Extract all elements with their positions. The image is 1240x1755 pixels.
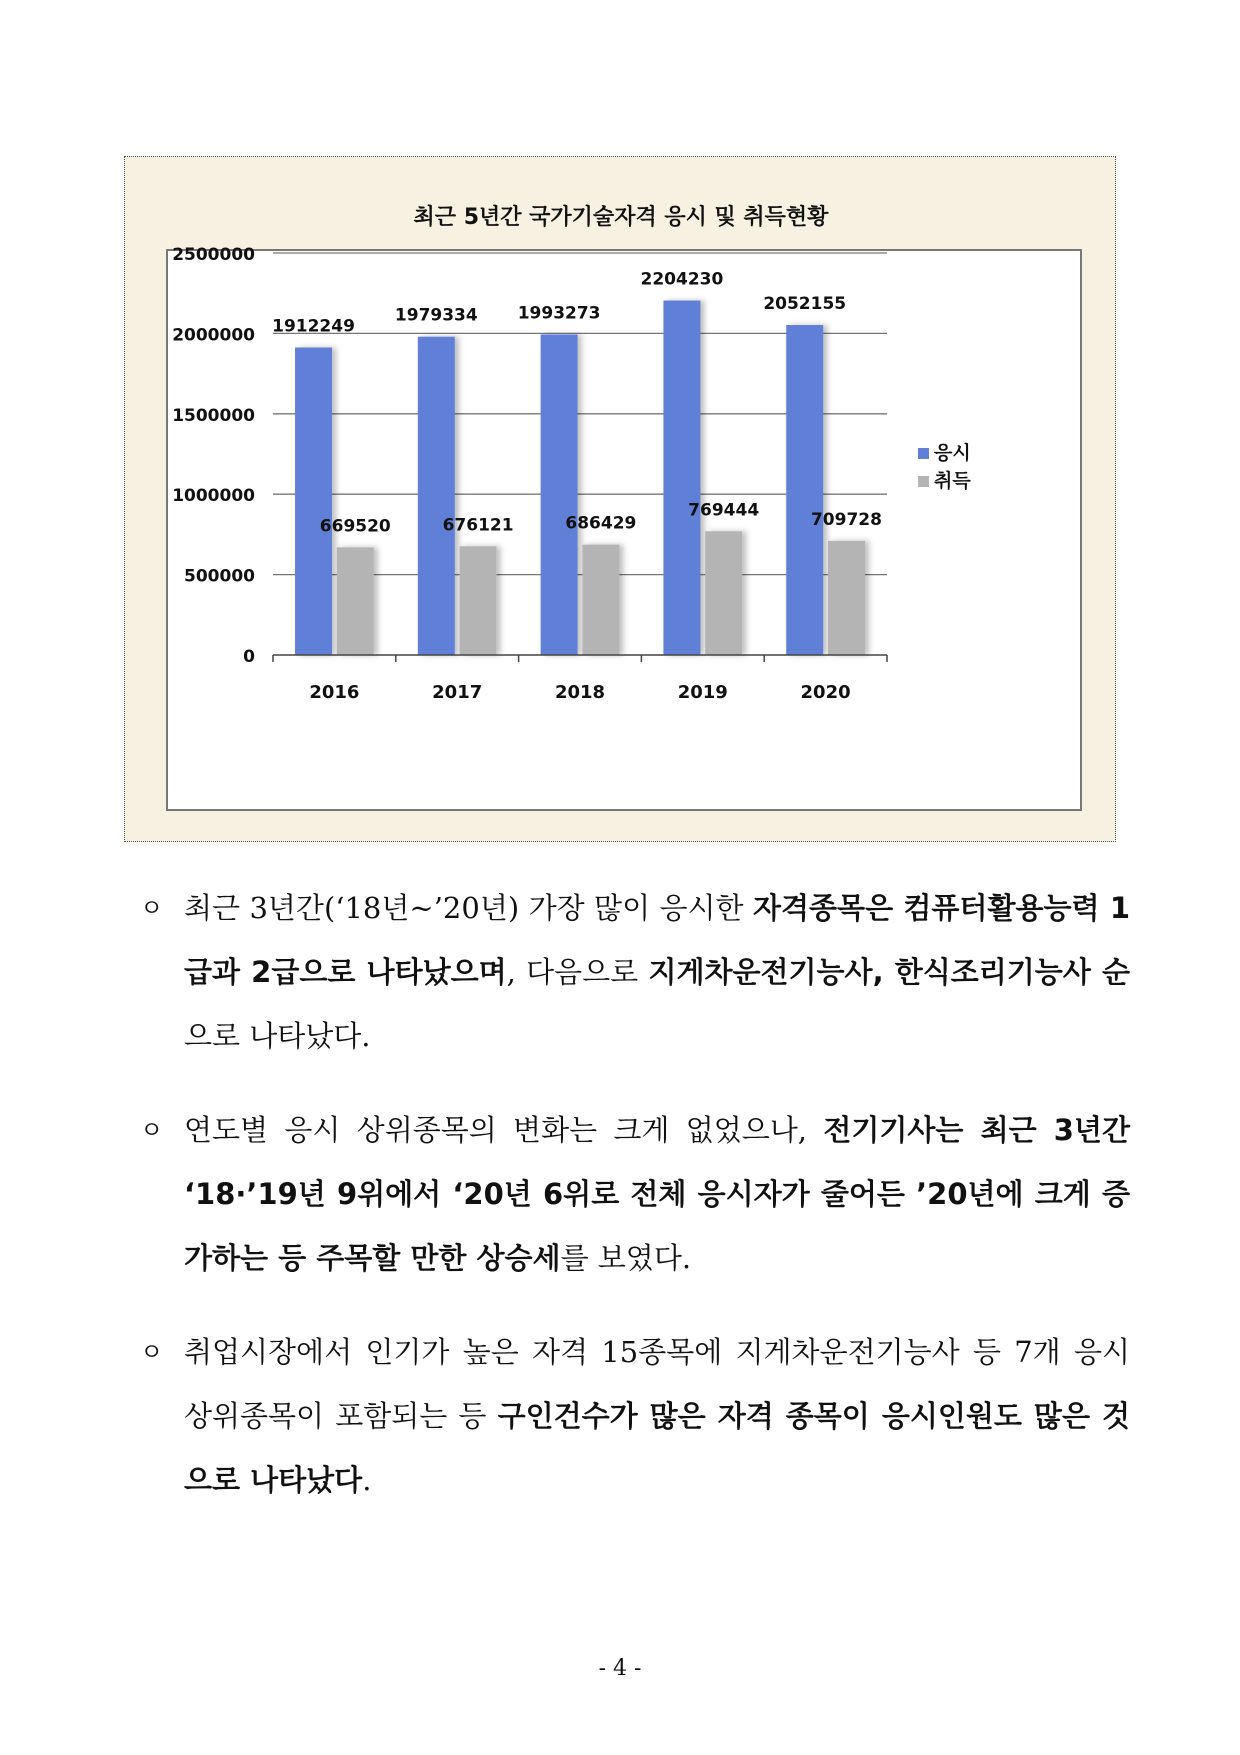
chart-frame [124, 156, 1116, 842]
bar-applicants-2017 [418, 337, 455, 655]
bullet-list [140, 876, 1130, 1542]
y-tick-label: 2000000 [172, 325, 255, 346]
bullet-paragraph [140, 1098, 1130, 1290]
x-tick-label: 2016 [309, 682, 360, 703]
text-run: 취업시장에서 인기가 높은 자격 15종목에 지게차운전기능사 등 7개 응시 상위종목이 포함되는 등 [184, 1335, 1130, 1433]
bar-applicants-2020 [786, 325, 823, 655]
bar-applicants-2016 [295, 348, 332, 655]
data-label: 2052155 [763, 294, 847, 315]
text-run: , 다음으로 [506, 955, 649, 989]
data-label: 669520 [319, 516, 391, 537]
data-label: 769444 [688, 500, 760, 521]
data-label: 1912249 [272, 316, 355, 337]
data-label: 709728 [810, 509, 882, 530]
x-tick-label: 2020 [800, 682, 851, 703]
bullet-mark: ㅇ [140, 894, 164, 922]
bullet-mark: ㅇ [140, 1338, 164, 1366]
bullet-paragraph [140, 876, 1130, 1068]
text-run: 으로 나타났다. [184, 1019, 371, 1053]
data-label: 1993273 [517, 303, 601, 324]
text-run: . [362, 1463, 372, 1497]
bar-applicants-2019 [663, 301, 700, 655]
chart-title: 최근 5년간 국가기술자격 응시 및 취득현황 [413, 205, 829, 230]
bar-acquired-2017 [460, 546, 497, 655]
data-label: 686429 [565, 513, 637, 534]
bar-chart [125, 157, 1117, 843]
bar-acquired-2019 [705, 531, 742, 655]
bar-acquired-2016 [337, 547, 374, 655]
bar-acquired-2018 [582, 545, 619, 655]
y-tick-label: 0 [243, 647, 255, 667]
x-tick-label: 2018 [554, 682, 606, 703]
legend-label: 응시 [934, 442, 971, 464]
bullet-mark: ㅇ [140, 1116, 164, 1144]
x-tick-label: 2017 [432, 682, 483, 703]
y-tick-label: 2500000 [172, 245, 255, 265]
legend-swatch [918, 476, 929, 487]
data-label: 676121 [442, 515, 514, 536]
bar-acquired-2020 [828, 541, 865, 655]
bold-text: 전기기사는 최근 3년간 ‘18·’19년 9위에서 ‘20년 6위로 전체 응시자가 줄어든 ’20년에 크게 증가하는 등 주목할 만한 상승세 [184, 1113, 1131, 1275]
bullet-paragraph [140, 1320, 1130, 1512]
bold-text: 구인건수가 많은 자격 종목이 응시인원도 많은 것으로 나타났다 [184, 1399, 1130, 1497]
legend-swatch [918, 448, 929, 459]
y-tick-label: 500000 [184, 566, 255, 587]
bold-text: 지게차운전기능사, 한식조리기능사 순 [648, 955, 1130, 989]
y-tick-label: 1000000 [172, 486, 255, 507]
data-label: 2204230 [640, 269, 724, 290]
legend-label: 취득 [934, 470, 971, 492]
y-tick-label: 1500000 [172, 405, 255, 426]
bar-applicants-2018 [541, 334, 578, 655]
text-run: 최근 3년간(‘18년~’20년) 가장 많이 응시한 [184, 891, 754, 925]
x-tick-label: 2019 [677, 682, 728, 703]
data-label: 1979334 [394, 305, 478, 326]
page-number: - 4 - [598, 1656, 642, 1681]
text-run: 를 보였다. [560, 1241, 692, 1275]
text-run: 연도별 응시 상위종목의 변화는 크게 없었으나, [184, 1113, 824, 1147]
bold-text: 자격종목은 컴퓨터활용능력 1급과 2급으로 나타났으며 [184, 891, 1131, 989]
